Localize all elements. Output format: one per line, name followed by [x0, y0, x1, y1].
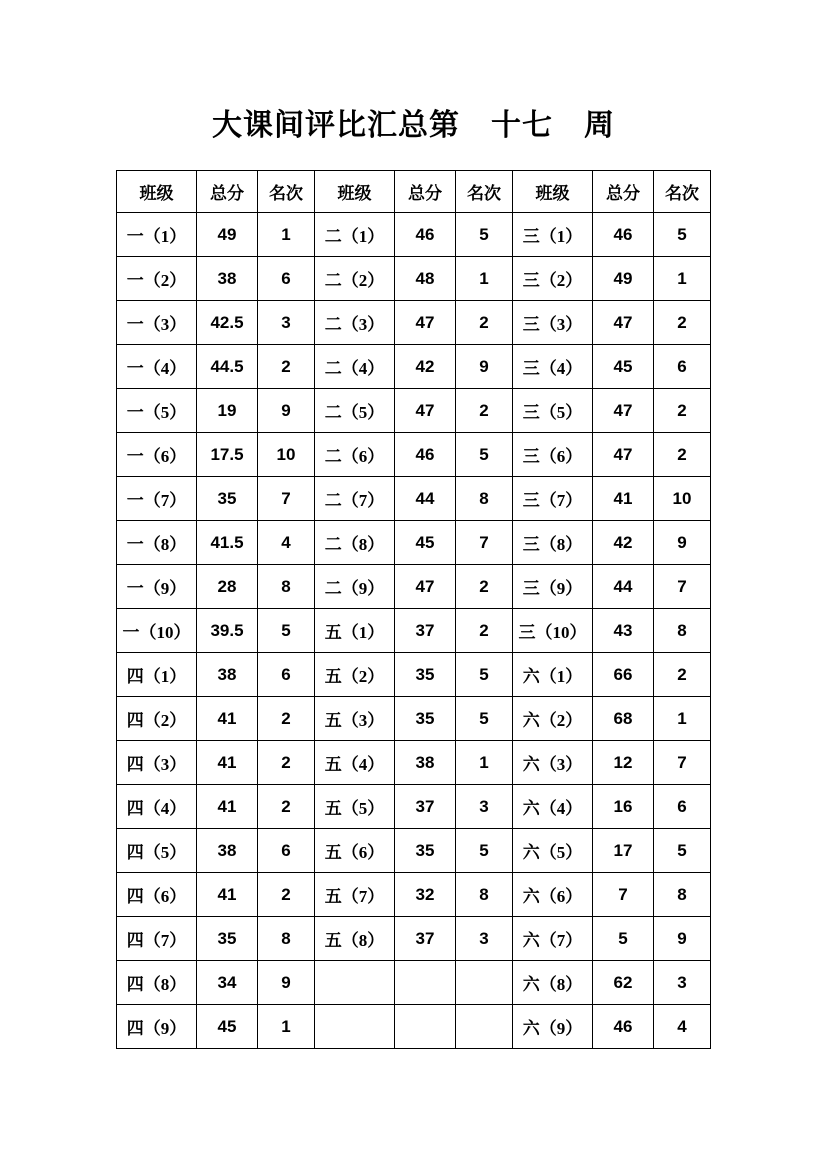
cell-score: 47: [593, 301, 654, 345]
cell-class: 二（3）: [315, 301, 395, 345]
table-row: [117, 873, 711, 917]
cell-score: 49: [593, 257, 654, 301]
cell-class: 一（4）: [117, 345, 197, 389]
cell-class: 四（9）: [117, 1005, 197, 1049]
column-header: 总分: [197, 171, 258, 213]
cell-class: 六（1）: [513, 653, 593, 697]
cell-rank: 2: [258, 345, 315, 389]
cell-rank: 2: [654, 433, 711, 477]
cell-class: 四（7）: [117, 917, 197, 961]
cell-class: 四（2）: [117, 697, 197, 741]
cell-class: 一（9）: [117, 565, 197, 609]
cell-score: 41: [197, 697, 258, 741]
cell-rank: 10: [654, 477, 711, 521]
cell-score: 35: [197, 477, 258, 521]
cell-class: 一（5）: [117, 389, 197, 433]
cell-rank: 5: [654, 213, 711, 257]
table-row: [117, 521, 711, 565]
cell-rank: 5: [456, 213, 513, 257]
cell-class: 二（7）: [315, 477, 395, 521]
cell-class: 三（10）: [513, 609, 593, 653]
cell-score: 46: [395, 213, 456, 257]
cell-score: 47: [395, 301, 456, 345]
cell-class: [315, 961, 395, 1005]
table-row: [117, 345, 711, 389]
score-table: [116, 170, 711, 1049]
cell-rank: 1: [456, 741, 513, 785]
cell-rank: 2: [258, 785, 315, 829]
cell-class: 一（6）: [117, 433, 197, 477]
table-row: [117, 477, 711, 521]
cell-class: 六（7）: [513, 917, 593, 961]
cell-score: 41: [197, 741, 258, 785]
cell-score: 47: [593, 433, 654, 477]
cell-class: 五（7）: [315, 873, 395, 917]
cell-class: 二（2）: [315, 257, 395, 301]
cell-class: 四（1）: [117, 653, 197, 697]
table-row: [117, 257, 711, 301]
cell-class: 二（8）: [315, 521, 395, 565]
cell-rank: 1: [258, 1005, 315, 1049]
cell-score: 16: [593, 785, 654, 829]
cell-rank: 5: [456, 433, 513, 477]
cell-rank: 6: [258, 653, 315, 697]
cell-class: 三（6）: [513, 433, 593, 477]
column-header: 名次: [654, 171, 711, 213]
cell-class: 三（2）: [513, 257, 593, 301]
cell-class: 三（8）: [513, 521, 593, 565]
cell-score: 45: [593, 345, 654, 389]
cell-rank: 9: [654, 917, 711, 961]
cell-class: 三（5）: [513, 389, 593, 433]
cell-class: 六（5）: [513, 829, 593, 873]
cell-class: 五（2）: [315, 653, 395, 697]
table-row: [117, 213, 711, 257]
cell-score: 7: [593, 873, 654, 917]
cell-score: 45: [395, 521, 456, 565]
cell-score: 35: [395, 829, 456, 873]
table-row: [117, 389, 711, 433]
cell-class: 四（3）: [117, 741, 197, 785]
cell-score: 5: [593, 917, 654, 961]
column-header: 班级: [117, 171, 197, 213]
cell-rank: 9: [456, 345, 513, 389]
cell-class: 六（6）: [513, 873, 593, 917]
cell-score: 37: [395, 609, 456, 653]
cell-class: 一（8）: [117, 521, 197, 565]
cell-rank: 2: [654, 389, 711, 433]
table-row: [117, 433, 711, 477]
cell-rank: 2: [258, 741, 315, 785]
cell-class: 三（3）: [513, 301, 593, 345]
cell-rank: 1: [654, 257, 711, 301]
cell-class: 六（2）: [513, 697, 593, 741]
cell-score: 46: [593, 213, 654, 257]
cell-score: 32: [395, 873, 456, 917]
cell-class: 一（1）: [117, 213, 197, 257]
cell-score: 42.5: [197, 301, 258, 345]
cell-class: 五（1）: [315, 609, 395, 653]
cell-rank: 6: [258, 257, 315, 301]
cell-class: 二（5）: [315, 389, 395, 433]
cell-rank: 5: [654, 829, 711, 873]
cell-score: 38: [197, 653, 258, 697]
cell-rank: 2: [654, 653, 711, 697]
cell-class: 二（1）: [315, 213, 395, 257]
cell-rank: [456, 961, 513, 1005]
column-header: 名次: [456, 171, 513, 213]
cell-rank: 2: [456, 609, 513, 653]
column-header: 班级: [513, 171, 593, 213]
cell-rank: 3: [456, 785, 513, 829]
cell-score: 19: [197, 389, 258, 433]
cell-score: 42: [593, 521, 654, 565]
column-header: 班级: [315, 171, 395, 213]
cell-rank: 2: [456, 565, 513, 609]
cell-rank: 5: [456, 697, 513, 741]
cell-rank: 8: [456, 477, 513, 521]
cell-score: 41.5: [197, 521, 258, 565]
cell-score: 38: [395, 741, 456, 785]
cell-rank: 2: [258, 873, 315, 917]
table-row: [117, 301, 711, 345]
cell-score: 39.5: [197, 609, 258, 653]
cell-class: 三（1）: [513, 213, 593, 257]
column-header: 名次: [258, 171, 315, 213]
cell-rank: 2: [258, 697, 315, 741]
cell-score: 47: [593, 389, 654, 433]
table-row: [117, 785, 711, 829]
cell-score: 46: [593, 1005, 654, 1049]
cell-score: 46: [395, 433, 456, 477]
cell-rank: 7: [654, 741, 711, 785]
cell-score: 41: [197, 873, 258, 917]
cell-score: [395, 1005, 456, 1049]
cell-class: 一（10）: [117, 609, 197, 653]
table-row: [117, 653, 711, 697]
cell-class: 五（4）: [315, 741, 395, 785]
table-head: [117, 171, 711, 213]
cell-rank: [456, 1005, 513, 1049]
cell-score: 28: [197, 565, 258, 609]
cell-class: 一（3）: [117, 301, 197, 345]
cell-rank: 1: [258, 213, 315, 257]
cell-rank: 9: [654, 521, 711, 565]
table-header-row: [117, 171, 711, 213]
cell-score: 35: [395, 697, 456, 741]
cell-class: 五（6）: [315, 829, 395, 873]
cell-score: [395, 961, 456, 1005]
cell-rank: 2: [456, 301, 513, 345]
cell-score: 48: [395, 257, 456, 301]
cell-rank: 8: [654, 609, 711, 653]
cell-rank: 7: [654, 565, 711, 609]
cell-score: 47: [395, 389, 456, 433]
cell-rank: 3: [654, 961, 711, 1005]
cell-rank: 5: [456, 829, 513, 873]
cell-score: 37: [395, 785, 456, 829]
cell-class: 五（3）: [315, 697, 395, 741]
cell-rank: 3: [456, 917, 513, 961]
table-row: [117, 609, 711, 653]
table-row: [117, 741, 711, 785]
cell-class: 二（4）: [315, 345, 395, 389]
table-row: [117, 829, 711, 873]
cell-score: 38: [197, 829, 258, 873]
cell-score: 37: [395, 917, 456, 961]
cell-rank: 1: [654, 697, 711, 741]
cell-class: 六（9）: [513, 1005, 593, 1049]
cell-rank: 8: [654, 873, 711, 917]
cell-class: 二（6）: [315, 433, 395, 477]
cell-rank: 6: [654, 785, 711, 829]
cell-rank: 5: [456, 653, 513, 697]
cell-score: 41: [197, 785, 258, 829]
cell-score: 62: [593, 961, 654, 1005]
column-header: 总分: [395, 171, 456, 213]
cell-class: 三（9）: [513, 565, 593, 609]
cell-class: 四（6）: [117, 873, 197, 917]
cell-score: 44.5: [197, 345, 258, 389]
cell-rank: 9: [258, 389, 315, 433]
cell-rank: 6: [654, 345, 711, 389]
cell-class: 五（5）: [315, 785, 395, 829]
cell-score: 44: [593, 565, 654, 609]
cell-rank: 7: [258, 477, 315, 521]
cell-score: 35: [197, 917, 258, 961]
cell-rank: 2: [456, 389, 513, 433]
cell-score: 38: [197, 257, 258, 301]
cell-score: 47: [395, 565, 456, 609]
cell-rank: 4: [654, 1005, 711, 1049]
cell-rank: 2: [654, 301, 711, 345]
cell-rank: 5: [258, 609, 315, 653]
table-row: [117, 565, 711, 609]
page-title: 大课间评比汇总第 十七 周: [212, 109, 615, 142]
cell-score: 66: [593, 653, 654, 697]
table-row: [117, 961, 711, 1005]
cell-class: 三（4）: [513, 345, 593, 389]
cell-class: 四（4）: [117, 785, 197, 829]
cell-class: 五（8）: [315, 917, 395, 961]
cell-score: 34: [197, 961, 258, 1005]
cell-class: 一（2）: [117, 257, 197, 301]
table-row: [117, 1005, 711, 1049]
cell-score: 49: [197, 213, 258, 257]
cell-score: 35: [395, 653, 456, 697]
table-body: [117, 213, 711, 1049]
column-header: 总分: [593, 171, 654, 213]
cell-score: 17.5: [197, 433, 258, 477]
cell-class: 三（7）: [513, 477, 593, 521]
cell-rank: 10: [258, 433, 315, 477]
cell-rank: 8: [456, 873, 513, 917]
cell-score: 17: [593, 829, 654, 873]
cell-score: 12: [593, 741, 654, 785]
cell-class: 六（8）: [513, 961, 593, 1005]
cell-score: 41: [593, 477, 654, 521]
cell-rank: 7: [456, 521, 513, 565]
table-row: [117, 697, 711, 741]
cell-rank: 3: [258, 301, 315, 345]
cell-rank: 8: [258, 917, 315, 961]
cell-score: 68: [593, 697, 654, 741]
cell-class: 二（9）: [315, 565, 395, 609]
table-row: [117, 917, 711, 961]
cell-rank: 4: [258, 521, 315, 565]
cell-class: 四（8）: [117, 961, 197, 1005]
cell-score: 45: [197, 1005, 258, 1049]
cell-class: [315, 1005, 395, 1049]
cell-class: 六（3）: [513, 741, 593, 785]
cell-class: 一（7）: [117, 477, 197, 521]
cell-rank: 6: [258, 829, 315, 873]
cell-score: 42: [395, 345, 456, 389]
cell-score: 43: [593, 609, 654, 653]
cell-class: 四（5）: [117, 829, 197, 873]
cell-class: 六（4）: [513, 785, 593, 829]
cell-score: 44: [395, 477, 456, 521]
cell-rank: 8: [258, 565, 315, 609]
cell-rank: 9: [258, 961, 315, 1005]
cell-rank: 1: [456, 257, 513, 301]
